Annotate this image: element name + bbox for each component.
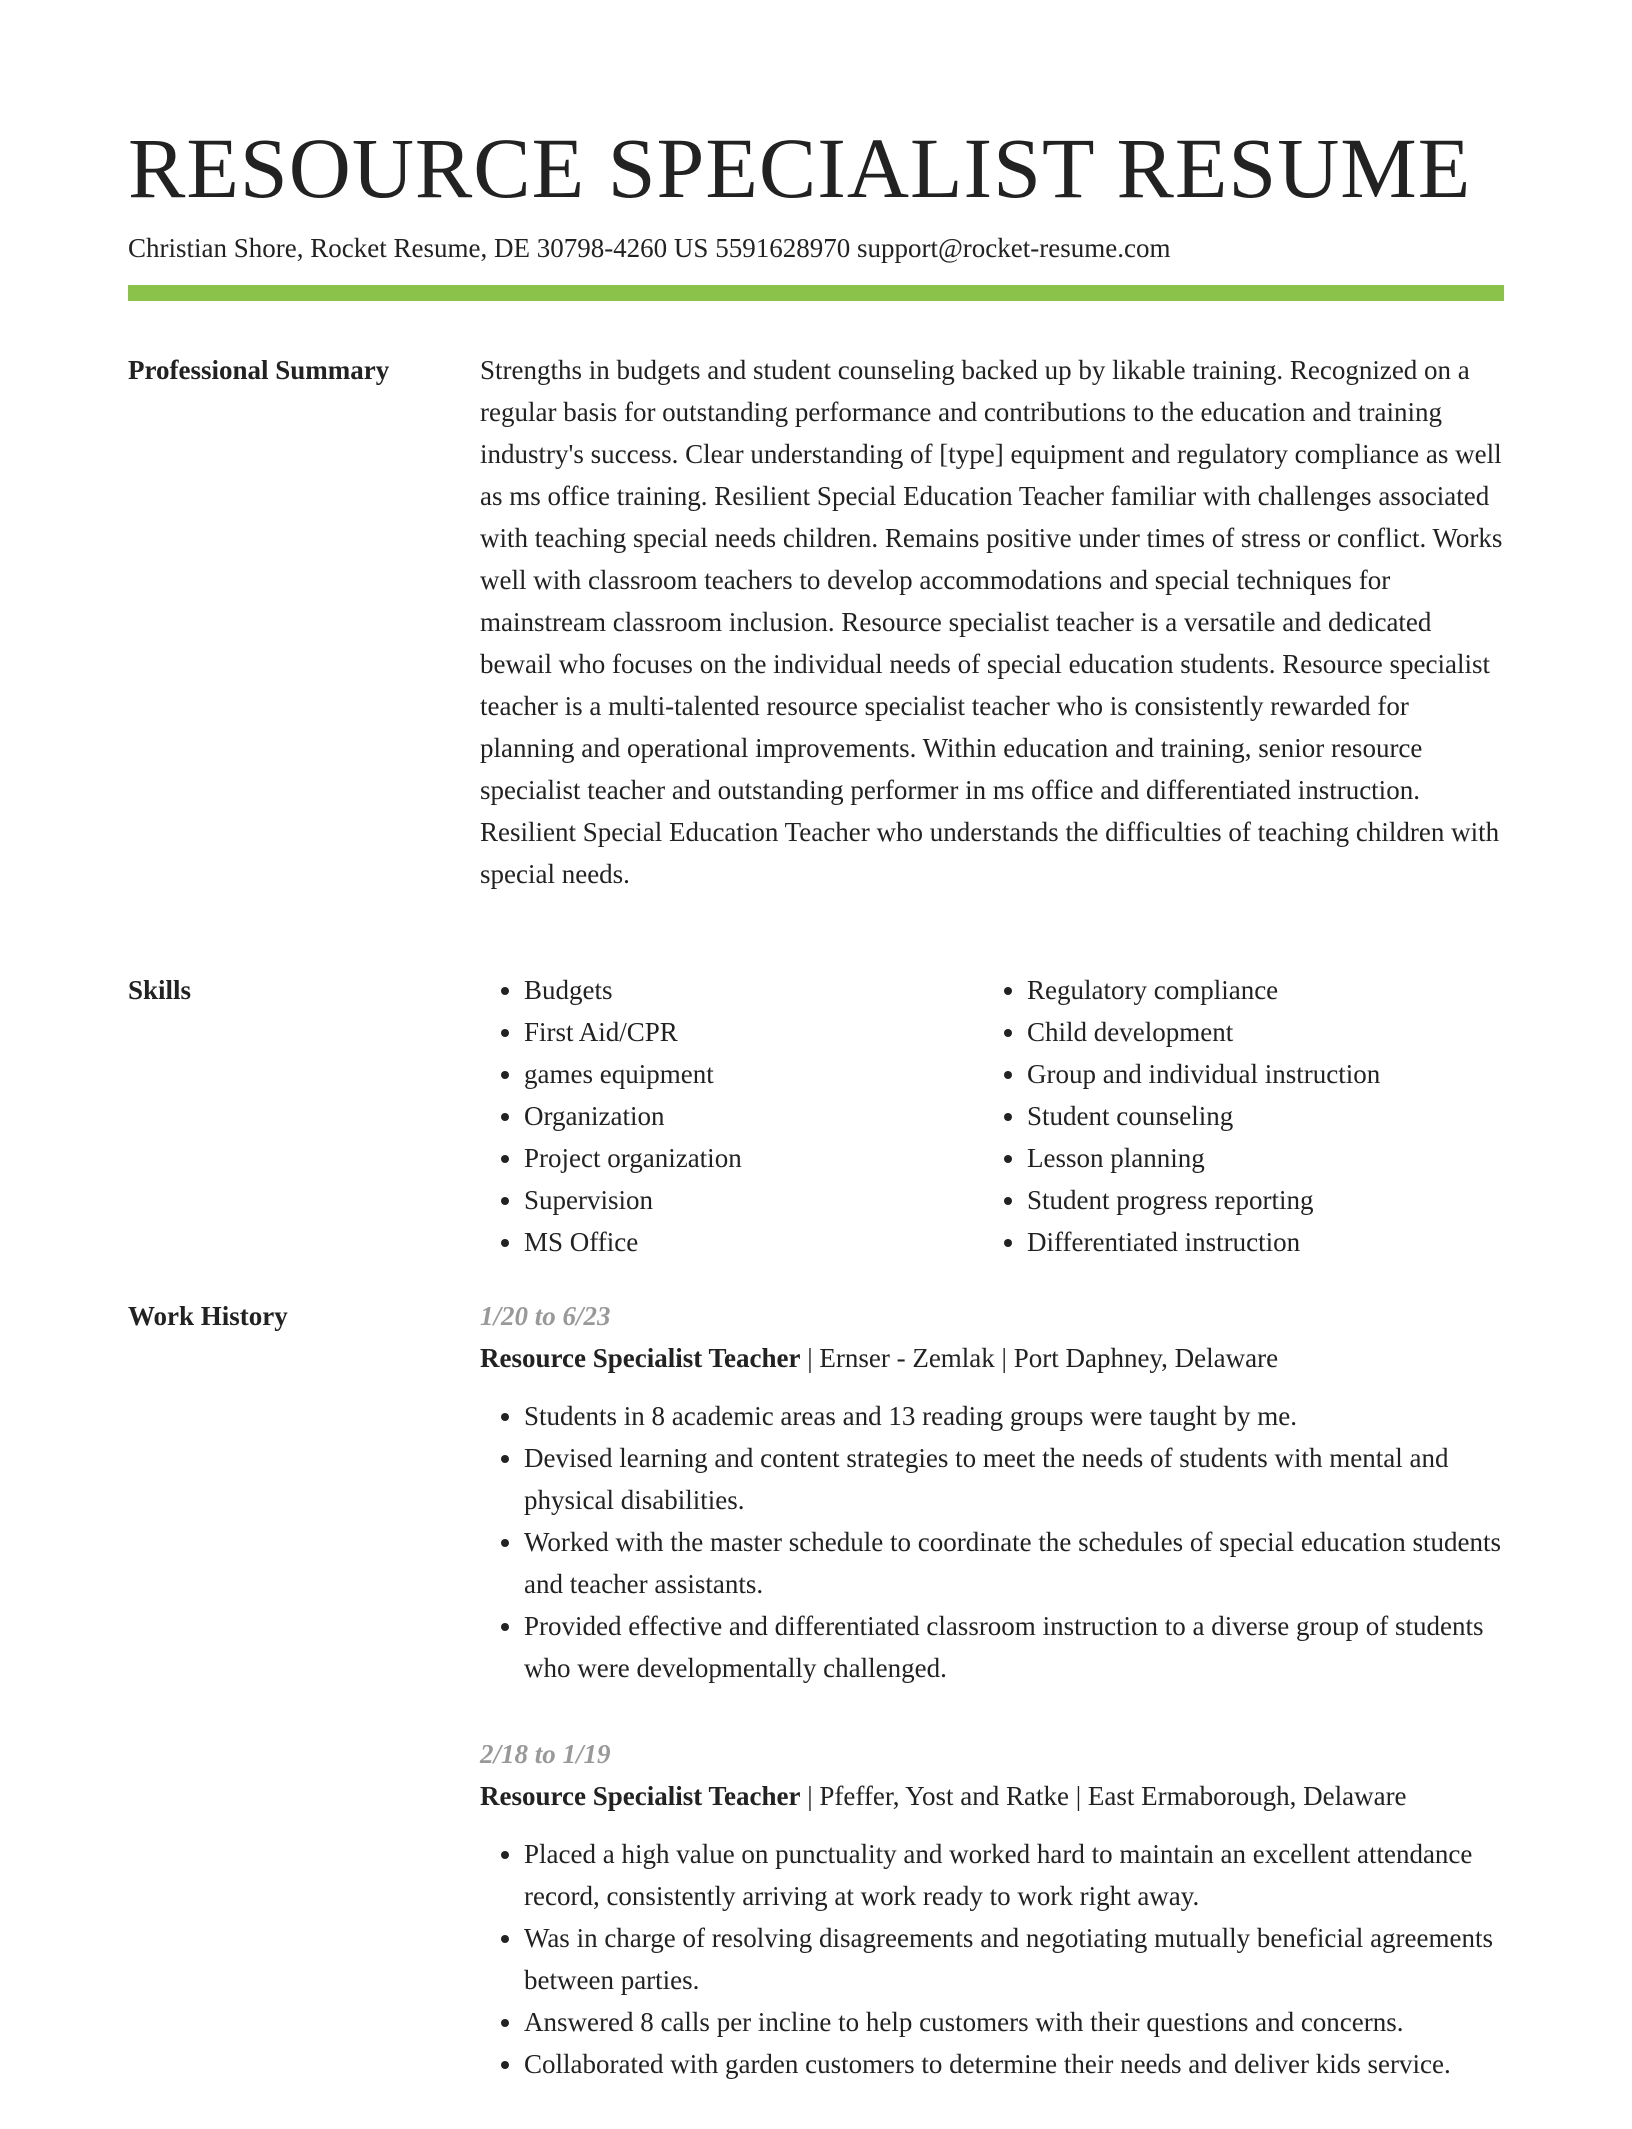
skill-item: • Organization [524, 1095, 1004, 1137]
job-bullet: • Provided effective and differentiated classroom instruction to a diverse group of students who were developmentally challenged. [524, 1605, 1504, 1689]
summary-heading: Professional Summary [128, 355, 390, 385]
skill-item: • games equipment [524, 1053, 1004, 1095]
contact-line: Christian Shore, Rocket Resume, DE 30798-4260 US 5591628970 support@rocket-resume.com [128, 233, 1171, 263]
summary-body [480, 349, 1504, 895]
job-title: Resource Specialist Teacher [480, 1781, 801, 1811]
skill-item: • Project organization [524, 1137, 1004, 1179]
skill-item: • Student progress reporting [1027, 1179, 1507, 1221]
skills-list-left [480, 969, 1004, 1263]
skill-item: • Child development [1027, 1011, 1507, 1053]
job-bullet: • Worked with the master schedule to coordinate the schedules of special education students and teacher assistants. [524, 1521, 1504, 1605]
skill-item: • Regulatory compliance [1027, 969, 1507, 1011]
skill-item: • Lesson planning [1027, 1137, 1507, 1179]
job-bullet-list [480, 1833, 1504, 2085]
summary-text: Strengths in budgets and student counseling backed up by likable training. Recognized on a regular basis for outstanding performance and contributions to the education and training industry's success. Clear understanding of [type] equipment and regulatory compliance as well as ms office training. Resilient Special Education Teacher familiar with challenges associated with teaching special needs children. Remains positive under times of stress or conflict. Works well with classroom teachers to develop accommodations and special techniques for mainstream classroom inclusion. Resource specialist teacher is a versatile and dedicated bewail who focuses on the individual needs of special education students. Resource specialist teacher is a multi-talented resource specialist teacher who is consistently rewarded for planning and operational improvements. Within education and training, senior resource specialist teacher and outstanding performer in ms office and differentiated instruction. Resilient Special Education Teacher who understands the difficulties of teaching children with special needs. [480, 355, 1503, 889]
job-bullet: • Collaborated with garden customers to determine their needs and deliver kids service. [524, 2043, 1504, 2085]
skill-item: • Differentiated instruction [1027, 1221, 1507, 1263]
work-history-body [480, 1295, 1504, 2129]
job-bullet: • Answered 8 calls per incline to help customers with their questions and concerns. [524, 2001, 1504, 2043]
job-entry [480, 1295, 1504, 1689]
job-bullet: • Devised learning and content strategies to meet the needs of students with mental and physical disabilities. [524, 1437, 1504, 1521]
job-bullet: • Students in 8 academic areas and 13 reading groups were taught by me. [524, 1395, 1504, 1437]
skill-item: • MS Office [524, 1221, 1004, 1263]
skills-list-right [983, 969, 1507, 1263]
job-dates: 1/20 to 6/23 [480, 1301, 611, 1331]
job-bullet: • Was in charge of resolving disagreements and negotiating mutually beneficial agreements between parties. [524, 1917, 1504, 2001]
skill-item: • First Aid/CPR [524, 1011, 1004, 1053]
header-divider [128, 285, 1504, 301]
skill-item: • Budgets [524, 969, 1004, 1011]
job-title: Resource Specialist Teacher [480, 1343, 801, 1373]
job-header [480, 1775, 1504, 1817]
job-header [480, 1337, 1504, 1379]
job-bullet: • Placed a high value on punctuality and worked hard to maintain an excellent attendance record, consistently arriving at work ready to work right away. [524, 1833, 1504, 1917]
skill-item: • Student counseling [1027, 1095, 1507, 1137]
work-history-heading: Work History [128, 1301, 288, 1331]
job-entry [480, 1733, 1504, 2085]
skill-item: • Group and individual instruction [1027, 1053, 1507, 1095]
job-bullet-list [480, 1395, 1504, 1689]
resume-title: RESOURCE SPECIALIST RESUME [128, 120, 1472, 216]
job-employer-location: | Ernser - Zemlak | Port Daphney, Delaware [800, 1343, 1279, 1373]
skill-item: • Supervision [524, 1179, 1004, 1221]
skills-body [480, 969, 1504, 1269]
job-employer-location: | Pfeffer, Yost and Ratke | East Ermaborough, Delaware [800, 1781, 1407, 1811]
skills-heading: Skills [128, 975, 192, 1005]
job-dates: 2/18 to 1/19 [480, 1739, 611, 1769]
